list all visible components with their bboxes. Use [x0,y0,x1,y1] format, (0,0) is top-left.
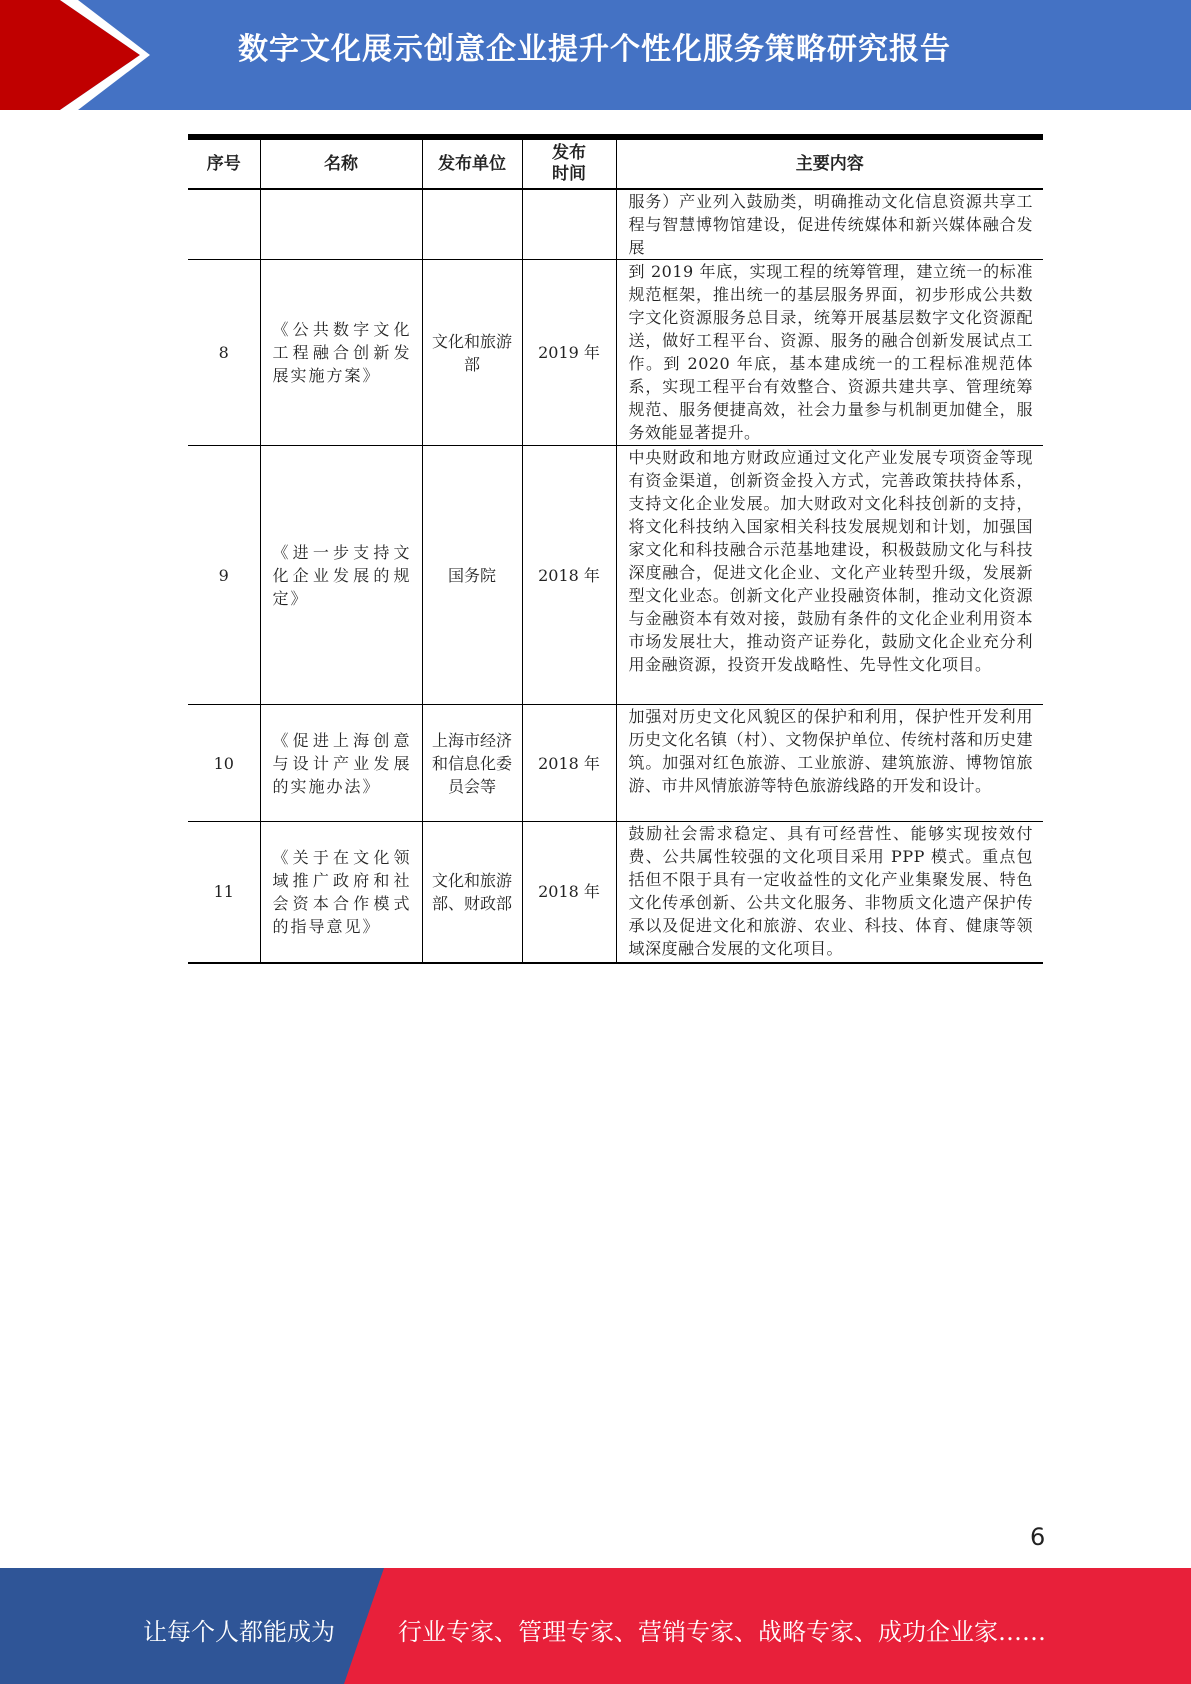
table-row [188,260,1043,446]
cell-number: 8 [188,260,260,446]
cell-issuer: 文化和旅游部、财政部 [422,822,522,963]
table-row [188,822,1043,963]
cell-date: 2018 年 [522,446,616,705]
cell-content: 鼓励社会需求稳定、具有可经营性、能够实现按效付费、公共属性较强的文化项目采用 PPP 模式。重点包括但不限于具有一定收益性的文化产业集聚发展、特色文化传承创新、公共文化服务、非物质文化遗产保护传承以及促进文化和旅游、农业、科技、体育、健康等领域深度融合发展的文化项目。 [616,822,1043,963]
cell-content: 加强对历史文化风貌区的保护和利用，保护性开发利用历史文化名镇（村）、文物保护单位、传统村落和历史建筑。加强对红色旅游、工业旅游、建筑旅游、博物馆旅游、市井风情旅游等特色旅游线路的开发和设计。 [616,705,1043,822]
page-header [0,0,1191,110]
cell-name [260,189,422,260]
table-row [188,189,1043,260]
column-header-date-label: 发布时间 [552,143,586,184]
policy-table [188,140,1043,964]
cell-number [188,189,260,260]
cell-date: 2018 年 [522,822,616,963]
table-row [188,705,1043,822]
table-header-row [188,140,1043,189]
policy-table-container [188,134,1043,964]
page-footer [0,1568,1191,1684]
cell-name: 《促进上海创意与设计产业发展的实施办法》 [260,705,422,822]
column-header-name: 名称 [260,140,422,189]
cell-name: 《关于在文化领域推广政府和社会资本合作模式的指导意见》 [260,822,422,963]
report-title: 数字文化展示创意企业提升个性化服务策略研究报告 [238,32,951,67]
cell-date: 2018 年 [522,705,616,822]
cell-number: 9 [188,446,260,705]
page-number: 6 [1030,1523,1046,1551]
cell-content: 服务）产业列入鼓励类，明确推动文化信息资源共享工程与智慧博物馆建设，促进传统媒体和新兴媒体融合发展 [616,189,1043,260]
cell-issuer: 文化和旅游部 [422,260,522,446]
table-row [188,446,1043,705]
cell-date [522,189,616,260]
column-header-date [522,140,616,189]
cell-issuer: 上海市经济和信息化委员会等 [422,705,522,822]
footer-slogan-left: 让每个人都能成为 [143,1618,335,1646]
cell-issuer: 国务院 [422,446,522,705]
cell-date: 2019 年 [522,260,616,446]
cell-name: 《公共数字文化工程融合创新发展实施方案》 [260,260,422,446]
cell-number: 11 [188,822,260,963]
footer-slogan-right: 行业专家、管理专家、营销专家、战略专家、成功企业家…… [398,1618,1046,1646]
column-header-issuer: 发布单位 [422,140,522,189]
column-header-number: 序号 [188,140,260,189]
cell-number: 10 [188,705,260,822]
column-header-content: 主要内容 [616,140,1043,189]
cell-name: 《进一步支持文化企业发展的规定》 [260,446,422,705]
cell-content: 中央财政和地方财政应通过文化产业发展专项资金等现有资金渠道，创新资金投入方式，完善政策扶持体系，支持文化企业发展。加大财政对文化科技创新的支持，将文化科技纳入国家相关科技发展规划和计划，加强国家文化和科技融合示范基地建设，积极鼓励文化与科技深度融合，促进文化企业、文化产业转型升级，发展新型文化业态。创新文化产业投融资体制，推动文化资源与金融资本有效对接，鼓励有条件的文化企业利用资本市场发展壮大，推动资产证券化，鼓励文化企业充分利用金融资源，投资开发战略性、先导性文化项目。 [616,446,1043,705]
cell-content: 到 2019 年底，实现工程的统筹管理，建立统一的标准规范框架，推出统一的基层服务界面，初步形成公共数字文化资源服务总目录，统筹开展基层数字文化资源配送，做好工程平台、资源、服务的融合创新发展试点工作。到 2020 年底，基本建成统一的工程标准规范体系，实现工程平台有效整合、资源共建共享、管理统筹规范、服务便捷高效，社会力量参与机制更加健全，服务效能显著提升。 [616,260,1043,446]
cell-issuer [422,189,522,260]
